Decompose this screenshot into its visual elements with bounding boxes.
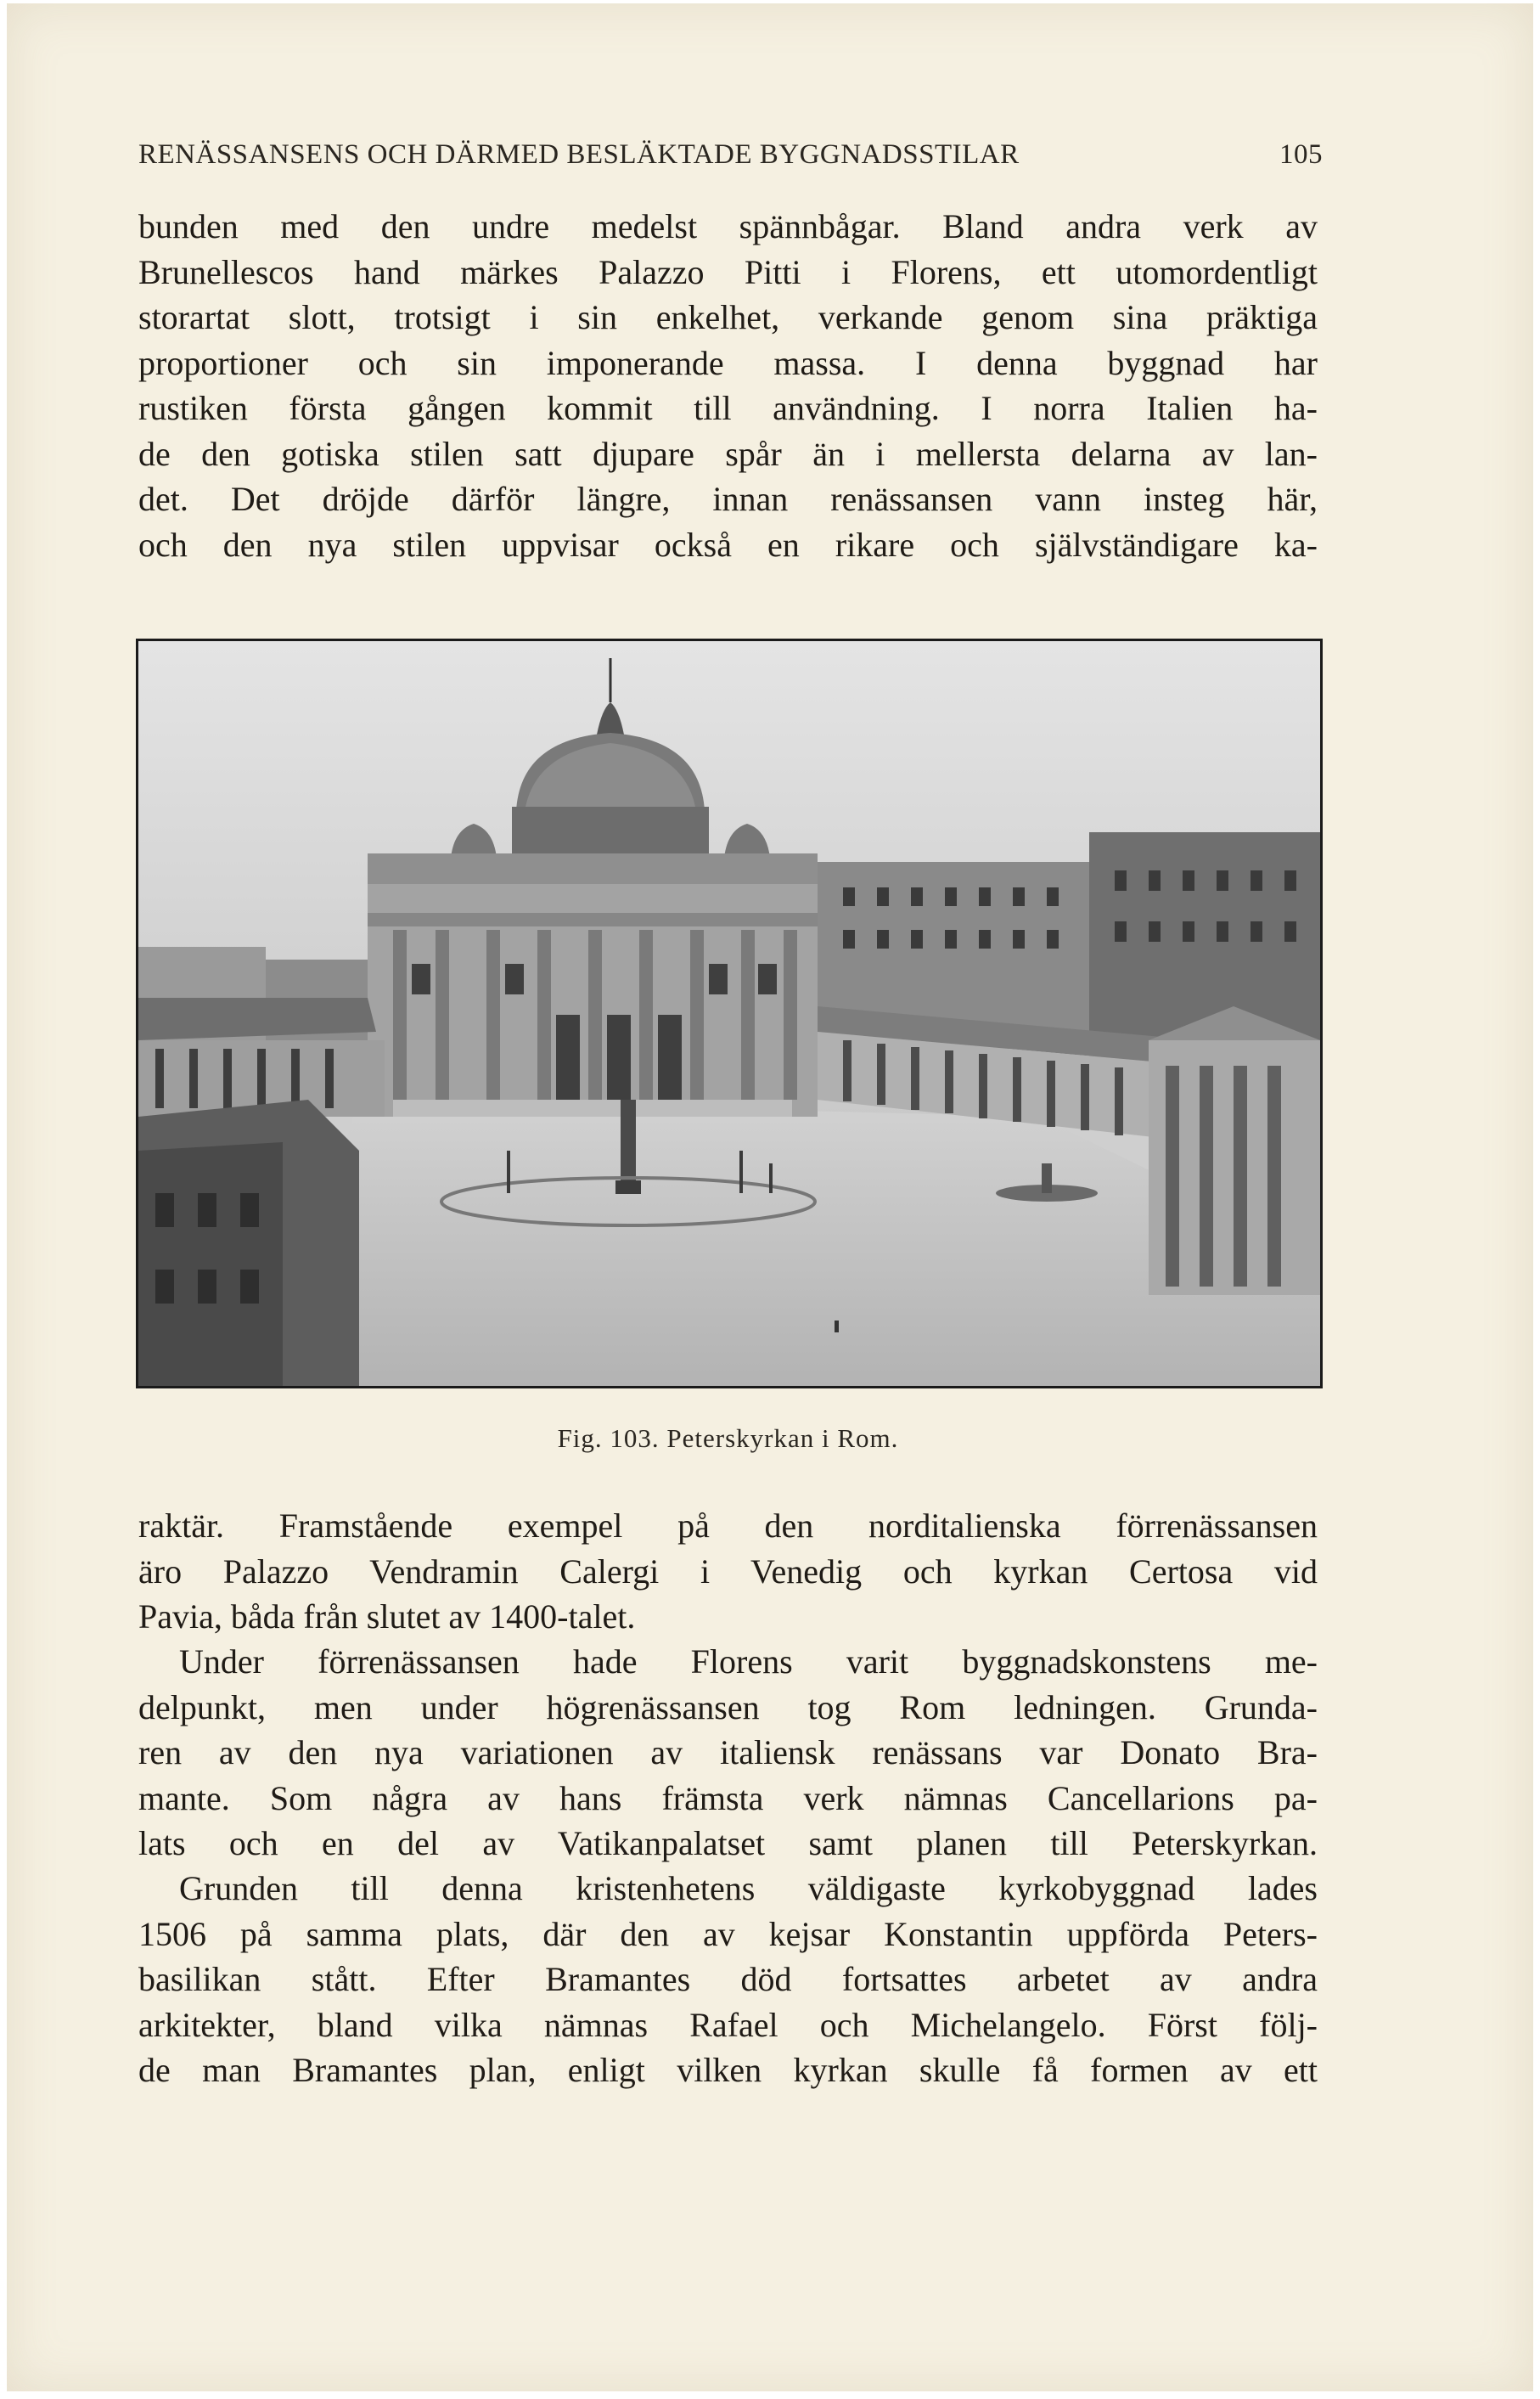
running-title: RENÄSSANSENS OCH DÄRMED BESLÄKTADE BYGGNADSSTILAR [138, 139, 1020, 170]
text-line: lats och en del av Vatikanpalatset samt planen till Peterskyrkan. [138, 1824, 1318, 1862]
text-line: Brunellescos hand märkes Palazzo Pitti i Florens, ett utomordentligt [138, 252, 1318, 291]
text-line: bunden med den undre medelst spännbågar. Bland andra verk av [138, 207, 1318, 245]
photo-illustration [138, 641, 1320, 1386]
text-line: Grunden till denna kristenhetens väldigaste kyrkobyggnad lades [179, 1869, 1318, 1907]
text-line: storartat slott, trotsigt i sin enkelhet, verkande genom sina präktiga [138, 298, 1318, 336]
paragraph-bottom-2 [138, 1639, 1318, 1867]
text-line: äro Palazzo Vendramin Calergi i Venedig och kyrkan Certosa vid [138, 1551, 1318, 1591]
figure-caption: Fig. 103. Peterskyrkan i Rom. [557, 1423, 899, 1453]
paragraph-top [138, 204, 1318, 567]
text-line: proportioner och sin imponerande massa. I denna byggnad har [138, 343, 1318, 382]
text-line: rustiken första gången kommit till användning. I norra Italien ha- [138, 389, 1318, 427]
text-line: och den nya stilen uppvisar också en rikare och självständigare ka- [138, 525, 1318, 564]
paragraph-bottom-1 [138, 1503, 1318, 1640]
running-header [138, 139, 1323, 171]
text-line: mante. Som några av hans främsta verk nämnas Cancellarions pa- [138, 1778, 1318, 1817]
page-number: 105 [1279, 139, 1323, 170]
text-line: delpunkt, men under högrenässansen tog Rom ledningen. Grunda- [138, 1687, 1318, 1726]
text-line: ren av den nya variationen av italiensk renässans var Donato Bra- [138, 1733, 1318, 1771]
text-line: basilikan stått. Efter Bramantes död fortsattes arbetet av andra [138, 1960, 1318, 1998]
text-line: arkitekter, bland vilka nämnas Rafael och Michelangelo. Först följ- [138, 2005, 1318, 2044]
text-line: det. Det dröjde därför längre, innan renässansen vann insteg här, [138, 480, 1318, 518]
text-line: de man Bramantes plan, enligt vilken kyrkan skulle få formen av ett [138, 2051, 1318, 2089]
text-line: Pavia, båda från slutet av 1400-talet. [138, 1597, 636, 1636]
text-line: de den gotiska stilen satt djupare spår än i mellersta delarna av lan- [138, 434, 1318, 473]
text-line: 1506 på samma plats, där den av kejsar Konstantin uppförda Peters- [138, 1914, 1318, 1953]
text-line: raktär. Framstående exempel på den norditalienska förrenässansen [138, 1506, 1318, 1545]
figure-photo-st-peters [136, 639, 1323, 1388]
text-line: Under förrenässansen hade Florens varit byggnadskonstens me- [179, 1642, 1318, 1681]
paragraph-bottom-3 [138, 1866, 1318, 2093]
